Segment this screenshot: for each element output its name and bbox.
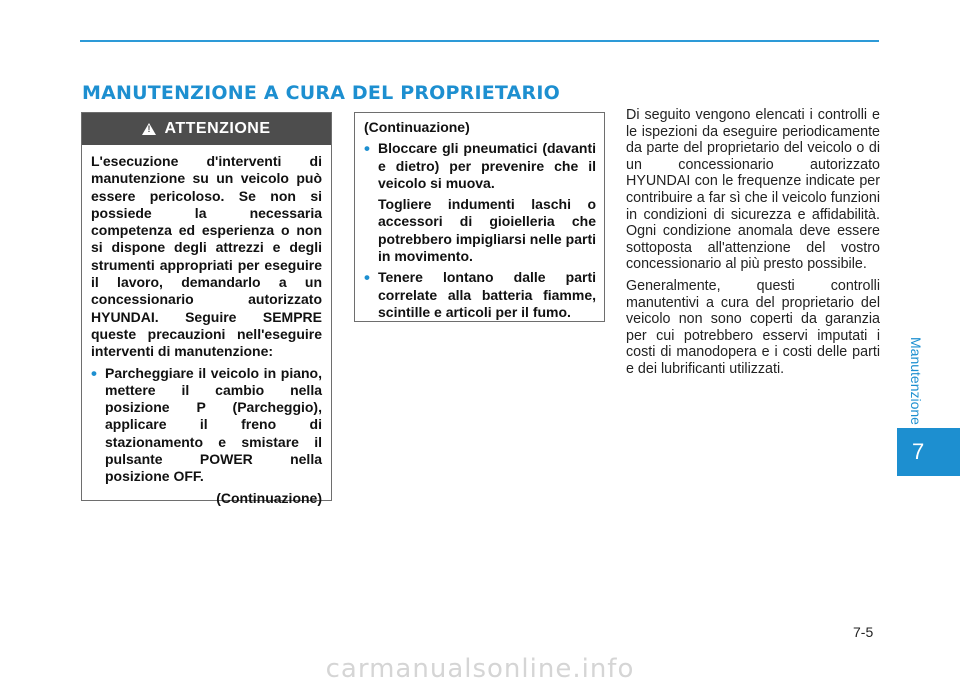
chapter-side-label: Manutenzione <box>908 337 924 425</box>
continuation-clothing-note: Togliere indumenti laschi o accessori di gioielleria che potrebbero impigliarsi nelle parti in movimento. <box>378 196 596 265</box>
warning-bullet-park: • Parcheggiare il veicolo in piano, mettere il cambio nella posizione P (Parcheggio), applicare il freno di stazionamento e smistare il pulsante POWER nella posizione OFF. <box>91 365 322 486</box>
warning-continues: (Continuazione) <box>216 489 322 506</box>
warning-triangle-icon <box>142 123 156 135</box>
continuation-body <box>355 113 604 321</box>
top-rule <box>80 40 879 42</box>
warning-body <box>82 145 331 507</box>
section-title: MANUTENZIONE A CURA DEL PROPRIETARIO <box>82 82 560 104</box>
watermark: carmanualsonline.info <box>325 654 635 684</box>
page-number: 7-5 <box>853 624 874 640</box>
body-text <box>626 107 880 383</box>
warning-list <box>91 365 322 486</box>
warning-heading: ATTENZIONE <box>164 120 271 137</box>
continuation-list-2 <box>364 269 596 321</box>
chapter-number: 7 <box>912 439 925 464</box>
continuation-list <box>364 140 596 192</box>
warning-header <box>82 113 331 145</box>
body-paragraph-2: Generalmente, questi controlli manutentivi a cura del proprietario del veicolo non sono coperti da garanzia per cui potrebbero esservi imputati i costi di manodopera e i costi delle parti e dei lubrificanti utilizzati. <box>626 277 880 377</box>
warning-box <box>81 112 332 506</box>
chapter-tab <box>897 428 960 476</box>
continuation-bullet-tyres: • Bloccare gli pneumatici (davanti e dietro) per prevenire che il veicolo si muova. <box>364 140 596 192</box>
continuation-heading: (Continuazione) <box>364 119 470 135</box>
warning-intro: L'esecuzione d'interventi di manutenzione su un veicolo può essere pericoloso. Se non si possiede la necessaria competenza ed esperienza o non si dispone degli attrezzi e degli strumenti appropriati per eseguire il lavoro, demandarlo a un concessionario autorizzato HYUNDAI. Seguire SEMPRE queste precauzioni nell'eseguire interventi di manutenzione: <box>91 153 322 360</box>
body-paragraph-1: Di seguito vengono elencati i controlli e le ispezioni da eseguire periodicamente da parte del proprietario del veicolo o di un concessionario autorizzato HYUNDAI con le frequenze indicate per contribuire a far sì che il veicolo funzioni in condizioni di sicurezza e affidabilità. Ogni condizione anomala deve essere sottoposta all'attenzione del vostro concessionario al più presto possibile. <box>626 107 880 273</box>
continuation-box <box>354 112 605 322</box>
continuation-bullet-battery: • Tenere lontano dalle parti correlate alla batteria fiamme, scintille e articoli per il fumo. <box>364 269 596 321</box>
